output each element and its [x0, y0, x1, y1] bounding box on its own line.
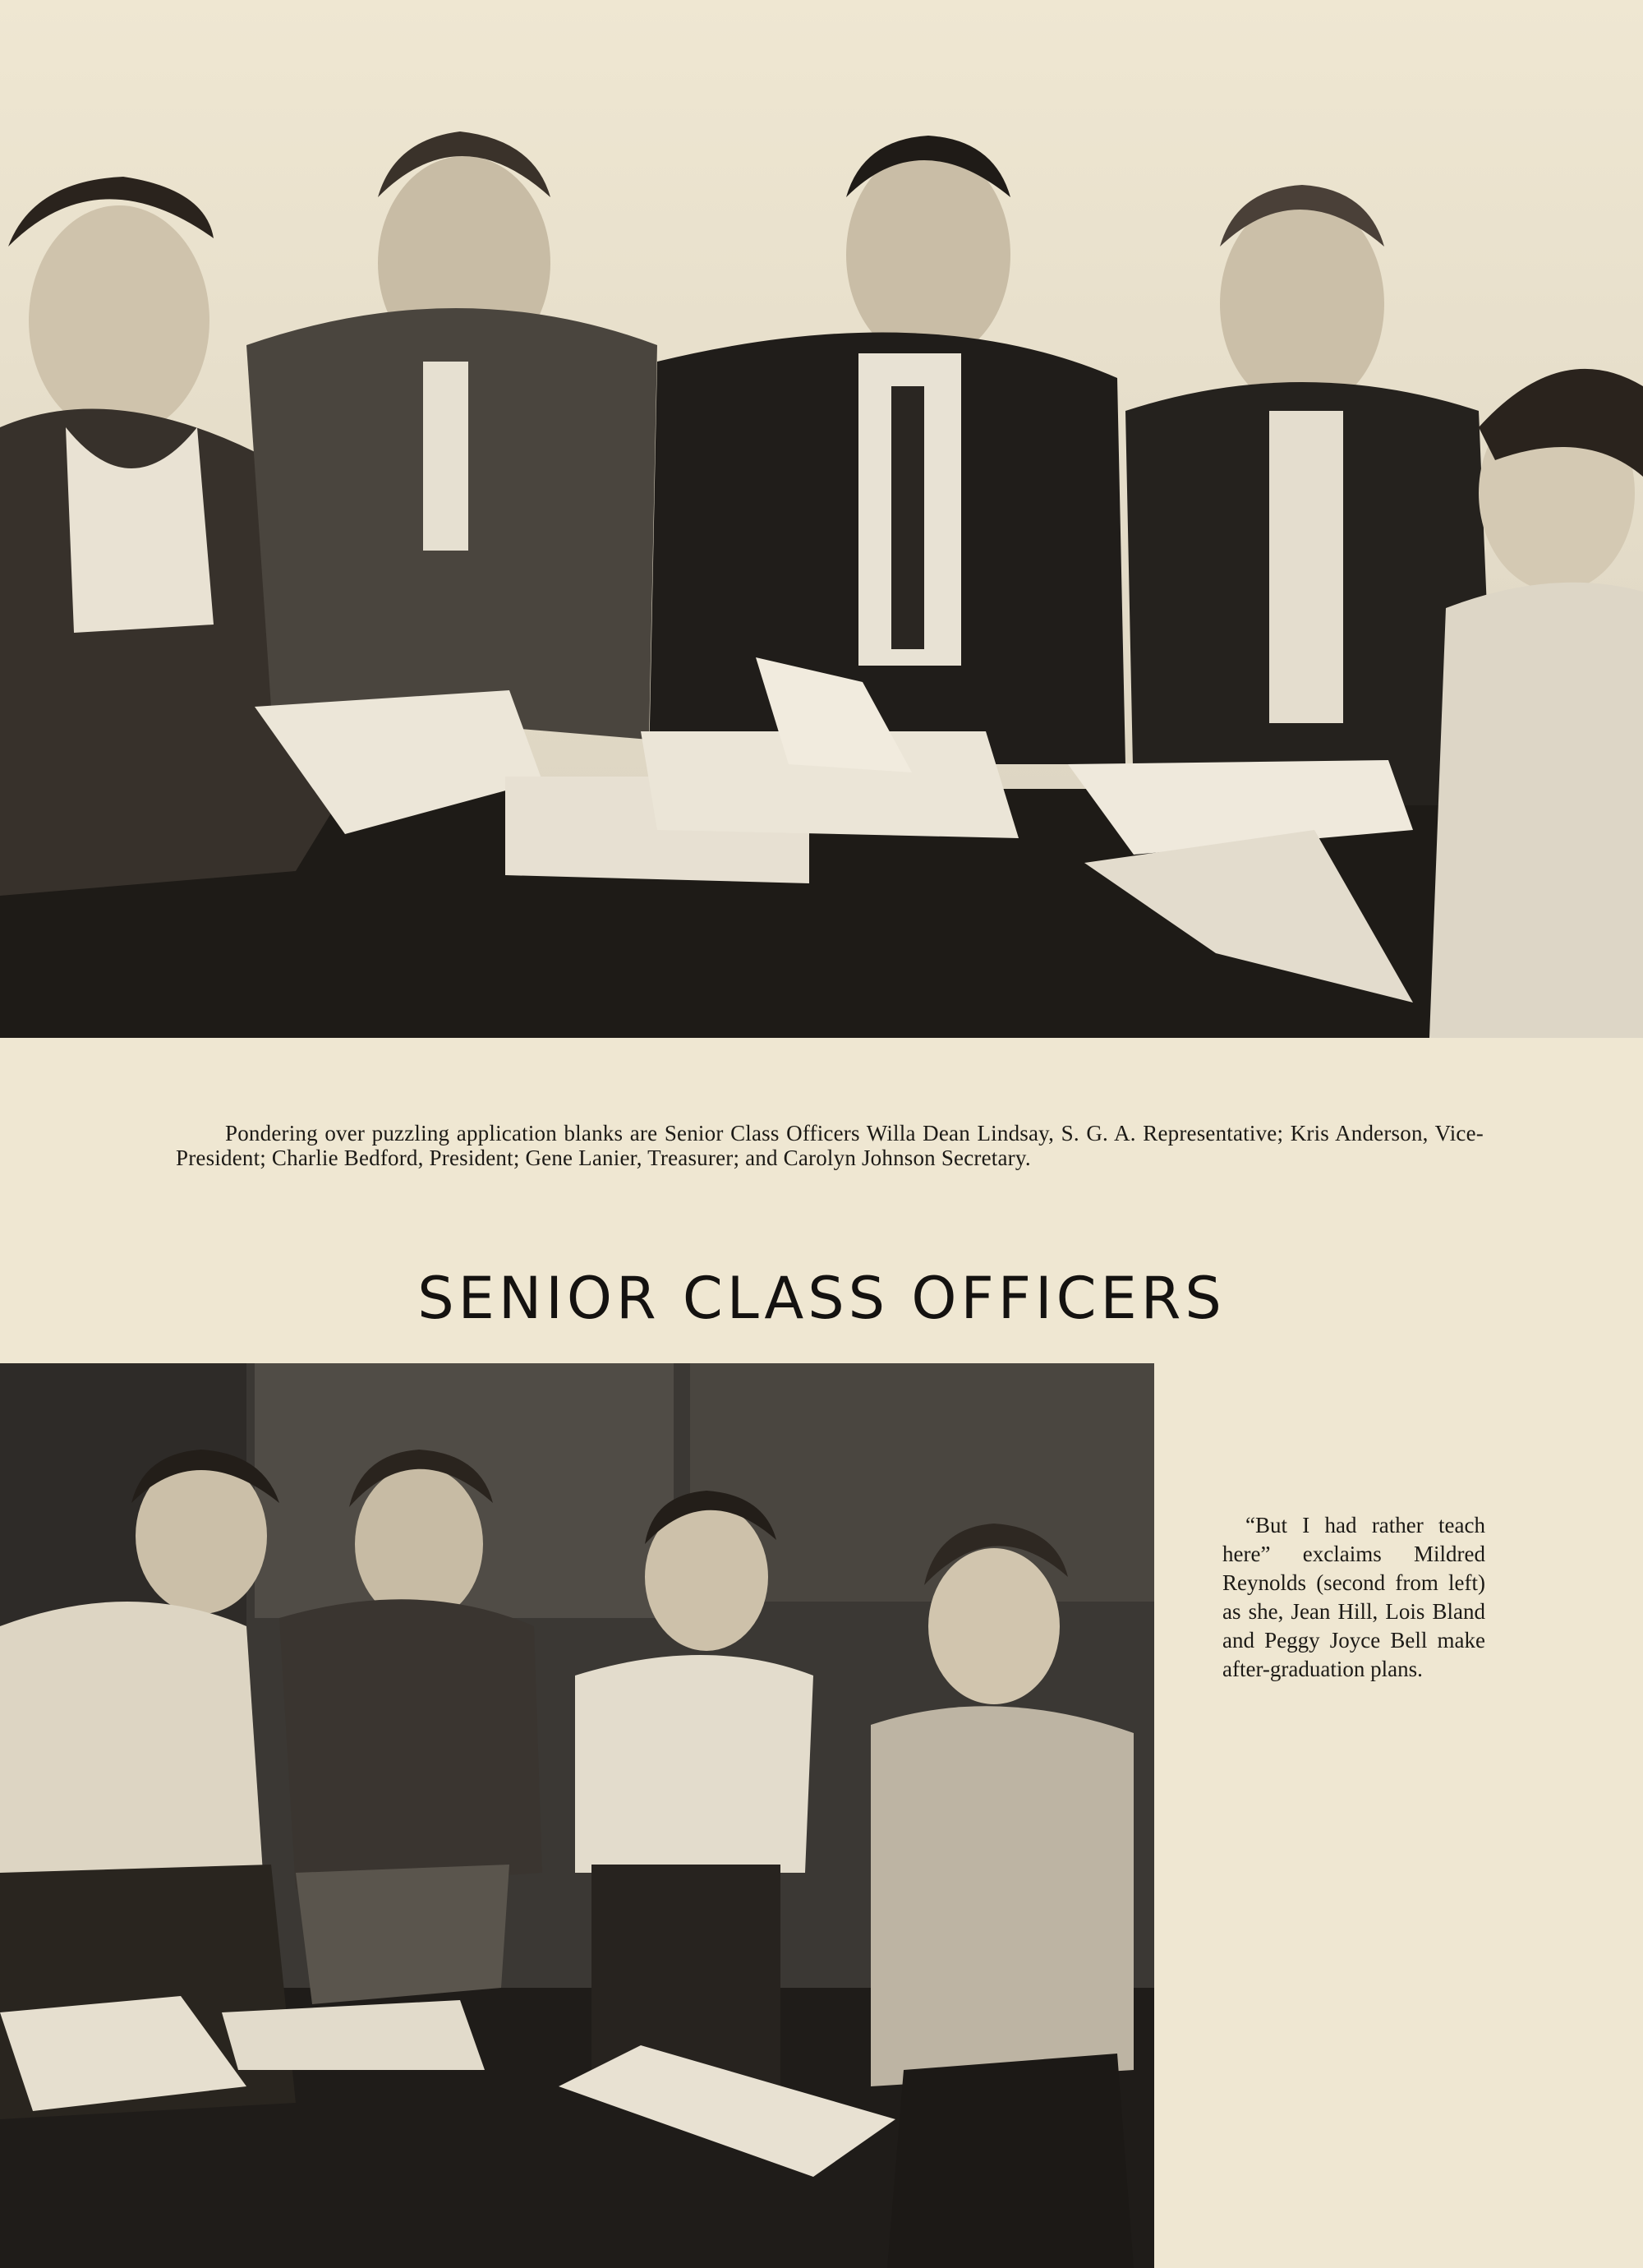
- top-photograph: [0, 0, 1643, 1038]
- bottom-photograph: [0, 1363, 1154, 2268]
- top-photo-caption: Pondering over puzzling application blanks are Senior Class Officers Willa Dean Lindsay, S. G. A. Representative; Kris Anderson, Vice-President; Charlie Bedford, President; Gene Lanier, Treasurer; and Carolyn Johnson Secretary.: [176, 1121, 1484, 1170]
- page-title: SENIOR CLASS OFFICERS: [417, 1264, 1226, 1332]
- group-photo-four-students-icon: [0, 1363, 1154, 2268]
- bottom-photo-caption: “But I had rather teach here” exclaims Mildred Reynolds (second from left) as she, Jean Hill, Lois Bland and Peggy Joyce Bell make after-graduation plans.: [1222, 1513, 1485, 1681]
- group-photo-five-officers-icon: [0, 0, 1643, 1038]
